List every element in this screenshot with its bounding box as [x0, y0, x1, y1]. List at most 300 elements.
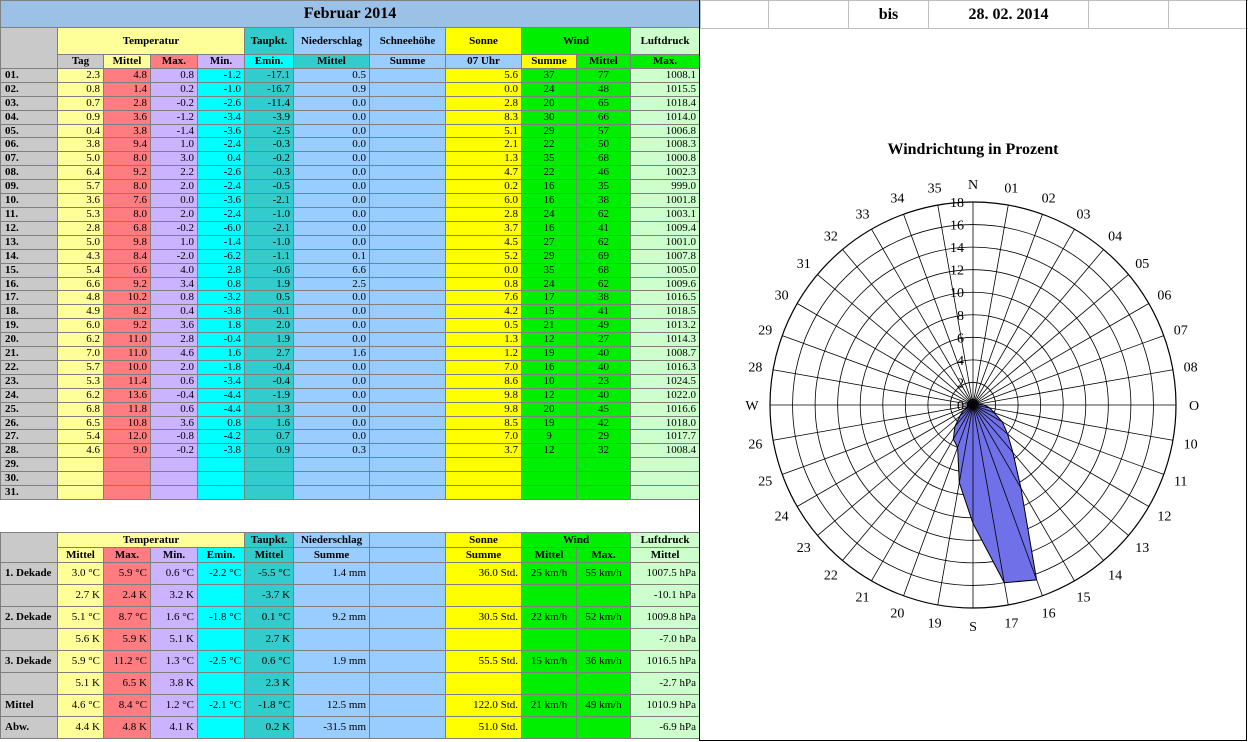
summary-value — [446, 629, 522, 651]
cell-temp-min: -0.4 — [151, 388, 198, 402]
cell-temp-max: 11.4 — [104, 374, 151, 388]
cell-niederschlag: 0.0 — [294, 374, 370, 388]
cell-wind-max: 49 — [577, 319, 631, 333]
cell-temp-max: 9.2 — [104, 319, 151, 333]
summary-value: 5.1 °C — [58, 607, 104, 629]
cell-schneehoehe — [370, 166, 446, 180]
cell-day: 05. — [1, 124, 58, 138]
cell-temp-max: 4.8 — [104, 68, 151, 82]
cell-wind-mittel: 9 — [522, 430, 577, 444]
cell-wind-mittel: 20 — [522, 96, 577, 110]
day-row — [1, 207, 700, 221]
cell-temp-min: 0.0 — [151, 194, 198, 208]
cell-niederschlag: 0.0 — [294, 166, 370, 180]
summary-table — [0, 532, 700, 739]
cell-temp-min: 3.6 — [151, 416, 198, 430]
subhead-tag: Tag — [58, 55, 104, 69]
cell-schneehoehe — [370, 360, 446, 374]
summary-value: 8.7 °C — [104, 607, 151, 629]
summary-label: 3. Dekade — [1, 651, 58, 673]
cell-temp-max: 2.8 — [104, 96, 151, 110]
cell-wind-mittel: 12 — [522, 444, 577, 458]
cell-temp-max: 9.0 — [104, 444, 151, 458]
direction-label: 14 — [1108, 568, 1123, 584]
cell-day: 08. — [1, 166, 58, 180]
cell-temp-min: 2.0 — [151, 180, 198, 194]
day-row — [1, 263, 700, 277]
summary-value — [294, 585, 370, 607]
day-row — [1, 96, 700, 110]
header-taupkt: Taupkt. — [245, 28, 294, 55]
day-row — [1, 277, 700, 291]
header-blank-3 — [1089, 1, 1169, 29]
cell-temp-mittel: 5.4 — [58, 430, 104, 444]
cell-day: 12. — [1, 221, 58, 235]
cell-temp-emin: -3.4 — [198, 374, 245, 388]
cell-wind-max: 38 — [577, 194, 631, 208]
cell-temp-mittel: 3.6 — [58, 194, 104, 208]
cell-niederschlag: 0.0 — [294, 138, 370, 152]
cell-luftdruck: 1024.5 — [631, 374, 700, 388]
cell-wind-mittel: 16 — [522, 360, 577, 374]
cell-wind-max: 40 — [577, 388, 631, 402]
cell-wind-max: 66 — [577, 110, 631, 124]
cell-temp-emin: -2.4 — [198, 138, 245, 152]
cell-temp-emin: -3.4 — [198, 110, 245, 124]
radial-tick-label: 4 — [957, 353, 964, 369]
summary-sub-wind-mittel: Mittel — [522, 548, 577, 563]
summary-value — [577, 629, 631, 651]
summary-value: 4.8 K — [104, 717, 151, 739]
summary-value — [577, 585, 631, 607]
cell-sonne: 9.8 — [446, 388, 522, 402]
cell-wind-mittel: 20 — [522, 402, 577, 416]
summary-value: -31.5 mm — [294, 717, 370, 739]
cell-temp-min — [151, 472, 198, 486]
cell-wind-mittel: 29 — [522, 124, 577, 138]
day-row — [1, 333, 700, 347]
cell-temp-mittel: 6.5 — [58, 416, 104, 430]
summary-value: 5.9 °C — [58, 651, 104, 673]
cell-schneehoehe — [370, 458, 446, 472]
cell-wind-mittel: 24 — [522, 207, 577, 221]
cell-wind-mittel: 27 — [522, 235, 577, 249]
summary-value: 1.6 °C — [151, 607, 198, 629]
cell-wind-max: 23 — [577, 374, 631, 388]
summary-value — [446, 585, 522, 607]
subhead-tau-mittel: Mittel — [294, 55, 370, 69]
summary-row — [1, 695, 700, 717]
cell-luftdruck: 1014.3 — [631, 333, 700, 347]
summary-header-sonne: Sonne — [446, 533, 522, 548]
cell-taupkt: 0.5 — [245, 291, 294, 305]
direction-label: 29 — [758, 323, 773, 339]
summary-value: 2.7 K — [245, 629, 294, 651]
summary-empty — [370, 607, 446, 629]
cell-wind-max: 35 — [577, 180, 631, 194]
direction-label: 11 — [1173, 474, 1188, 490]
cell-temp-mittel: 4.6 — [58, 444, 104, 458]
cell-taupkt: -0.1 — [245, 305, 294, 319]
cell-temp-mittel: 6.4 — [58, 166, 104, 180]
direction-label: 06 — [1157, 288, 1172, 304]
summary-value: 6.5 K — [104, 673, 151, 695]
cell-niederschlag — [294, 486, 370, 500]
cell-wind-mittel: 22 — [522, 166, 577, 180]
summary-value: 30.5 Std. — [446, 607, 522, 629]
cell-niederschlag — [294, 472, 370, 486]
cell-temp-max: 10.8 — [104, 416, 151, 430]
summary-value — [198, 673, 245, 695]
radial-tick-label: 16 — [950, 218, 964, 234]
summary-value: 49 km/h — [577, 695, 631, 717]
direction-label: 03 — [1076, 207, 1091, 223]
cell-temp-mittel: 4.9 — [58, 305, 104, 319]
cell-schneehoehe — [370, 277, 446, 291]
day-row — [1, 138, 700, 152]
radial-tick-label: 6 — [957, 331, 964, 347]
cell-day: 24. — [1, 388, 58, 402]
direction-label: 02 — [1041, 191, 1056, 207]
cell-luftdruck: 1014.0 — [631, 110, 700, 124]
summary-value — [577, 673, 631, 695]
cell-schneehoehe — [370, 333, 446, 347]
summary-value: 52 km/h — [577, 607, 631, 629]
summary-row — [1, 563, 700, 585]
day-row — [1, 458, 700, 472]
cell-schneehoehe — [370, 180, 446, 194]
summary-value: -2.1 °C — [198, 695, 245, 717]
cell-temp-min: 0.8 — [151, 291, 198, 305]
cell-wind-mittel: 37 — [522, 68, 577, 82]
summary-value: 0.6 °C — [245, 651, 294, 673]
summary-label: Mittel — [1, 695, 58, 717]
cell-temp-min: 2.2 — [151, 166, 198, 180]
cell-luftdruck: 1008.7 — [631, 347, 700, 361]
subhead-min: Min. — [198, 55, 245, 69]
cell-luftdruck: 1002.3 — [631, 166, 700, 180]
cell-taupkt: 1.6 — [245, 416, 294, 430]
direction-label: 34 — [890, 191, 905, 207]
cell-taupkt — [245, 486, 294, 500]
cell-niederschlag: 0.0 — [294, 416, 370, 430]
cell-niederschlag: 0.0 — [294, 360, 370, 374]
cell-luftdruck: 1001.8 — [631, 194, 700, 208]
cell-day: 29. — [1, 458, 58, 472]
cell-schneehoehe — [370, 486, 446, 500]
cell-temp-max: 9.8 — [104, 235, 151, 249]
cell-schneehoehe — [370, 138, 446, 152]
summary-row — [1, 651, 700, 673]
summary-value: 25 km/h — [522, 563, 577, 585]
cell-sonne: 2.8 — [446, 207, 522, 221]
cell-taupkt: 1.9 — [245, 277, 294, 291]
cell-temp-max — [104, 486, 151, 500]
cell-temp-max: 1.4 — [104, 82, 151, 96]
cell-taupkt: -1.9 — [245, 388, 294, 402]
direction-label: 23 — [796, 541, 811, 557]
header-bis: bis — [849, 1, 929, 29]
cell-wind-mittel: 17 — [522, 291, 577, 305]
cell-luftdruck: 1008.3 — [631, 138, 700, 152]
cell-sonne: 4.2 — [446, 305, 522, 319]
cell-sonne: 9.8 — [446, 402, 522, 416]
cell-temp-mittel: 5.0 — [58, 152, 104, 166]
direction-label: 12 — [1157, 509, 1172, 525]
cell-temp-min: 1.0 — [151, 235, 198, 249]
cell-temp-mittel: 5.7 — [58, 180, 104, 194]
summary-label: Abw. — [1, 717, 58, 739]
direction-label: 25 — [758, 474, 773, 490]
cell-temp-max: 7.6 — [104, 194, 151, 208]
cell-schneehoehe — [370, 194, 446, 208]
summary-empty — [370, 673, 446, 695]
cell-temp-emin: -4.4 — [198, 388, 245, 402]
cell-temp-max: 12.0 — [104, 430, 151, 444]
cell-wind-max — [577, 486, 631, 500]
summary-value: 21 km/h — [522, 695, 577, 717]
cell-wind-mittel: 12 — [522, 333, 577, 347]
cell-sonne: 5.6 — [446, 68, 522, 82]
header-blank-1 — [701, 1, 769, 29]
cell-schneehoehe — [370, 444, 446, 458]
summary-sub-empty — [370, 548, 446, 563]
cell-temp-emin: -3.6 — [198, 124, 245, 138]
cell-sonne: 8.5 — [446, 416, 522, 430]
cell-niederschlag: 0.0 — [294, 110, 370, 124]
cell-taupkt: -2.1 — [245, 221, 294, 235]
summary-value: 0.1 °C — [245, 607, 294, 629]
cell-wind-max: 40 — [577, 360, 631, 374]
header-schneehoehe: Schneehöhe — [370, 28, 446, 55]
direction-label-O: O — [1188, 399, 1200, 414]
cell-day: 04. — [1, 110, 58, 124]
summary-empty — [370, 563, 446, 585]
summary-sub-sonne: Summe — [446, 548, 522, 563]
cell-wind-mittel: 22 — [522, 138, 577, 152]
cell-niederschlag: 0.0 — [294, 388, 370, 402]
direction-label-W: W — [745, 399, 759, 414]
cell-taupkt: -1.0 — [245, 235, 294, 249]
cell-day: 14. — [1, 249, 58, 263]
daily-table — [0, 0, 700, 532]
cell-luftdruck: 1001.0 — [631, 235, 700, 249]
cell-niederschlag: 0.0 — [294, 333, 370, 347]
header-niederschlag: Niederschlag — [294, 28, 370, 55]
cell-niederschlag: 0.0 — [294, 319, 370, 333]
cell-temp-min: 2.0 — [151, 207, 198, 221]
summary-value: -6.9 hPa — [631, 717, 700, 739]
cell-wind-max: 77 — [577, 68, 631, 82]
summary-value: 2.3 K — [245, 673, 294, 695]
summary-value — [198, 629, 245, 651]
cell-temp-emin: 0.4 — [198, 152, 245, 166]
cell-temp-mittel: 2.3 — [58, 68, 104, 82]
cell-day: 01. — [1, 68, 58, 82]
cell-wind-max: 45 — [577, 402, 631, 416]
cell-luftdruck — [631, 458, 700, 472]
summary-rows — [1, 563, 700, 739]
cell-niederschlag: 0.0 — [294, 194, 370, 208]
cell-temp-max: 8.0 — [104, 180, 151, 194]
cell-wind-max: 65 — [577, 96, 631, 110]
cell-wind-mittel: 16 — [522, 221, 577, 235]
cell-day: 13. — [1, 235, 58, 249]
cell-wind-mittel: 19 — [522, 347, 577, 361]
day-row — [1, 486, 700, 500]
summary-sub-luft: Mittel — [631, 548, 700, 563]
cell-niederschlag: 0.0 — [294, 207, 370, 221]
wind-series-area — [953, 399, 1036, 582]
cell-niederschlag: 0.0 — [294, 402, 370, 416]
cell-luftdruck: 1009.6 — [631, 277, 700, 291]
cell-temp-mittel: 6.6 — [58, 277, 104, 291]
cell-temp-max: 11.8 — [104, 402, 151, 416]
summary-label — [1, 585, 58, 607]
cell-wind-max: 68 — [577, 152, 631, 166]
summary-value: 22 km/h — [522, 607, 577, 629]
cell-day: 09. — [1, 180, 58, 194]
corner-cell — [1, 28, 58, 69]
cell-sonne: 0.2 — [446, 180, 522, 194]
summary-value: 36 km/h — [577, 651, 631, 673]
cell-taupkt: 1.9 — [245, 333, 294, 347]
cell-taupkt: -0.3 — [245, 166, 294, 180]
header-luftdruck: Luftdruck — [631, 28, 700, 55]
cell-temp-min — [151, 486, 198, 500]
cell-taupkt: 0.9 — [245, 444, 294, 458]
cell-day: 31. — [1, 486, 58, 500]
direction-label: 20 — [890, 606, 905, 622]
summary-sub-wind-max: Max. — [577, 548, 631, 563]
subhead-nied-summe: Summe — [370, 55, 446, 69]
cell-sonne: 5.1 — [446, 124, 522, 138]
summary-value: 5.1 K — [151, 629, 198, 651]
cell-temp-emin: 0.8 — [198, 416, 245, 430]
spacer — [1, 500, 700, 533]
cell-temp-mittel: 6.2 — [58, 388, 104, 402]
summary-value — [198, 717, 245, 739]
cell-temp-emin: -6.0 — [198, 221, 245, 235]
cell-temp-emin: -1.8 — [198, 360, 245, 374]
cell-wind-max: 29 — [577, 430, 631, 444]
summary-sub-emin: Emin. — [198, 548, 245, 563]
cell-temp-max: 10.0 — [104, 360, 151, 374]
cell-temp-min: 0.4 — [151, 305, 198, 319]
cell-temp-min: 0.6 — [151, 402, 198, 416]
cell-schneehoehe — [370, 402, 446, 416]
cell-schneehoehe — [370, 249, 446, 263]
cell-taupkt: -0.3 — [245, 138, 294, 152]
cell-schneehoehe — [370, 221, 446, 235]
cell-sonne: 1.2 — [446, 347, 522, 361]
cell-luftdruck: 1000.8 — [631, 152, 700, 166]
summary-sub-summe: Summe — [294, 548, 370, 563]
summary-sub-tau: Mittel — [245, 548, 294, 563]
summary-sub-max: Max. — [104, 548, 151, 563]
cell-wind-max — [577, 472, 631, 486]
cell-temp-max — [104, 458, 151, 472]
radial-tick-label: 10 — [950, 286, 964, 302]
cell-schneehoehe — [370, 388, 446, 402]
cell-taupkt: 2.7 — [245, 347, 294, 361]
cell-temp-max: 8.0 — [104, 207, 151, 221]
cell-temp-mittel: 6.8 — [58, 402, 104, 416]
day-rows — [1, 68, 700, 499]
summary-value: 0.6 °C — [151, 563, 198, 585]
cell-day: 22. — [1, 360, 58, 374]
header-blank-2 — [769, 1, 849, 29]
direction-label: 24 — [774, 509, 789, 525]
subhead-wind-max: Max. — [631, 55, 700, 69]
day-row — [1, 430, 700, 444]
direction-label: 31 — [796, 256, 811, 272]
day-row — [1, 249, 700, 263]
subhead-schnee-uhr: 07 Uhr — [446, 55, 522, 69]
cell-sonne — [446, 458, 522, 472]
cell-day: 21. — [1, 347, 58, 361]
page-title: Februar 2014 — [1, 1, 700, 28]
chart-title: Windrichtung in Prozent — [887, 141, 1059, 158]
summary-value: 1.9 mm — [294, 651, 370, 673]
cell-taupkt — [245, 472, 294, 486]
summary-value: -5.5 °C — [245, 563, 294, 585]
cell-temp-min: -1.2 — [151, 110, 198, 124]
day-row — [1, 152, 700, 166]
cell-temp-mittel: 0.9 — [58, 110, 104, 124]
summary-value: 1016.5 hPa — [631, 651, 700, 673]
cell-luftdruck: 1016.3 — [631, 360, 700, 374]
cell-temp-mittel — [58, 472, 104, 486]
cell-temp-min: -2.0 — [151, 249, 198, 263]
day-row — [1, 110, 700, 124]
cell-sonne: 0.8 — [446, 277, 522, 291]
summary-header-luftdruck: Luftdruck — [631, 533, 700, 548]
subhead-sonne-summe: Summe — [522, 55, 577, 69]
summary-value: 2.4 K — [104, 585, 151, 607]
summary-value: 2.7 K — [58, 585, 104, 607]
cell-temp-emin — [198, 458, 245, 472]
summary-value: 3.0 °C — [58, 563, 104, 585]
summary-value — [577, 717, 631, 739]
cell-temp-min: 1.0 — [151, 138, 198, 152]
radial-tick-label: 8 — [957, 308, 964, 324]
cell-wind-max: 50 — [577, 138, 631, 152]
cell-schneehoehe — [370, 96, 446, 110]
cell-wind-max: 48 — [577, 82, 631, 96]
cell-temp-min: 3.6 — [151, 319, 198, 333]
cell-schneehoehe — [370, 430, 446, 444]
cell-taupkt: -0.5 — [245, 180, 294, 194]
cell-temp-emin: -3.8 — [198, 305, 245, 319]
summary-sub-min: Min. — [151, 548, 198, 563]
cell-luftdruck: 1007.8 — [631, 249, 700, 263]
cell-temp-emin: -1.4 — [198, 235, 245, 249]
cell-niederschlag: 0.0 — [294, 430, 370, 444]
header-wind: Wind — [522, 28, 631, 55]
cell-wind-mittel — [522, 472, 577, 486]
cell-taupkt: -0.4 — [245, 360, 294, 374]
day-row — [1, 166, 700, 180]
cell-temp-min: 3.4 — [151, 277, 198, 291]
cell-luftdruck: 1008.4 — [631, 444, 700, 458]
direction-label: 32 — [823, 229, 838, 245]
cell-temp-emin: -1.2 — [198, 68, 245, 82]
subhead-wind-mittel: Mittel — [577, 55, 631, 69]
cell-temp-mittel: 0.4 — [58, 124, 104, 138]
cell-schneehoehe — [370, 235, 446, 249]
direction-label-S: S — [969, 620, 977, 635]
